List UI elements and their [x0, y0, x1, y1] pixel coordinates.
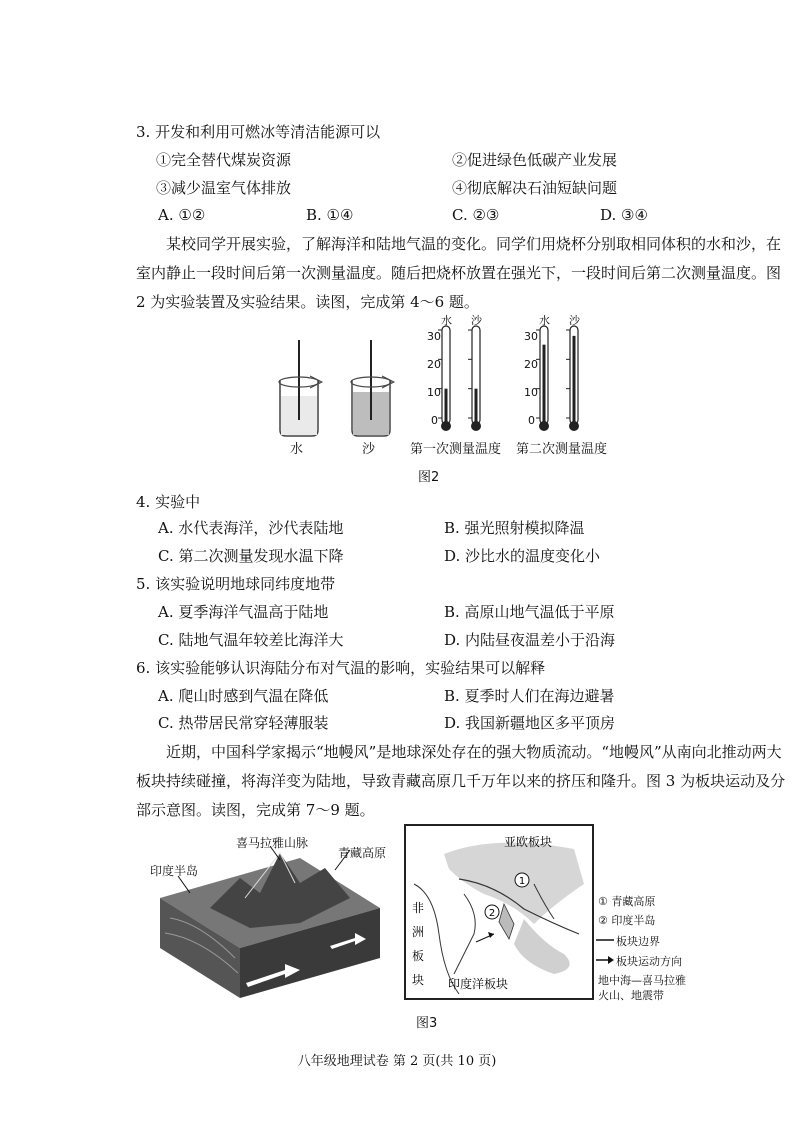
q4-choice-d: D. 沙比水的温度变化小 [444, 547, 601, 565]
q6-choice-a: A. 爬山时感到气温在降低 [158, 687, 329, 705]
tick-0-a: 0 [431, 414, 438, 427]
thermo1-sand-label: 沙 [471, 314, 482, 327]
q3-choice-b: B. ①④ [306, 206, 354, 224]
q4-choice-c: C. 第二次测量发现水温下降 [158, 547, 344, 565]
q6-choice-c: C. 热带居民常穿轻薄服装 [158, 714, 329, 732]
q3-item-3: ③减少温室气体排放 [156, 179, 292, 197]
figure-3-map [404, 824, 594, 1000]
page-footer: 八年级地理试卷 第 2 页(共 10 页) [297, 1054, 497, 1069]
thermo1-water-label: 水 [441, 314, 452, 327]
thermometer-bulb-first-water [441, 421, 451, 431]
map-label-africa-3: 板 [412, 949, 425, 963]
q3-stem: 3. 开发和利用可燃冰等清洁能源可以 [136, 123, 381, 141]
thermometer-column-first-water [445, 389, 448, 422]
first-measure-label: 第一次测量温度 [410, 442, 502, 457]
q3-item-2: ②促进绿色低碳产业发展 [452, 151, 618, 169]
map-label-indian-ocean: 印度洋板块 [448, 977, 509, 991]
thermometer-column-second-water [543, 345, 546, 422]
beaker-sand [351, 340, 394, 436]
thermo2-water-label: 水 [539, 314, 550, 327]
map-label-eurasia: 亚欧板块 [504, 835, 553, 849]
thermometer-column-second-sand [573, 336, 576, 422]
beaker-sand-label: 沙 [362, 442, 376, 457]
thermometers-first [438, 326, 481, 431]
beaker-water-label: 水 [290, 442, 304, 457]
tick-20-b: 20 [524, 358, 538, 371]
q6-choice-b: B. 夏季时人们在海边避暑 [444, 687, 615, 705]
tick-10-b: 10 [524, 386, 538, 399]
passage-mantle-wind: 近期，中国科学家揭示“地幔风”是地球深处存在的强大物质流动。“地幔风”从南向北推动两大板块持续碰撞，将海洋变为陆地，导致青藏高原几千万年以来的挤压和隆升。图 3 为板块运动及分部示意图。读图，完成第 7～9 题。 [136, 743, 786, 819]
q4-choice-b: B. 强光照射模拟降温 [444, 519, 585, 537]
legend-item-2: ② 印度半岛 [598, 914, 656, 927]
legend-direction: 板块运动方向 [616, 955, 682, 968]
legend-symbols [594, 934, 616, 974]
q6-stem: 6. 该实验能够认识海陆分布对气温的影响，实验结果可以解释 [136, 659, 546, 677]
tick-20-a: 20 [427, 358, 441, 371]
legend-belt-line1: 地中海—喜马拉雅 [598, 974, 686, 987]
q3-choice-a: A. ①② [158, 206, 206, 224]
q5-choice-d: D. 内陆昼夜温差小于沿海 [444, 631, 616, 649]
thermometer-column-first-sand [475, 389, 478, 422]
map-label-africa-2: 洲 [412, 925, 425, 939]
label-india-peninsula: 印度半岛 [150, 864, 199, 878]
tick-10-a: 10 [427, 386, 441, 399]
q4-choice-a: A. 水代表海洋，沙代表陆地 [158, 519, 344, 537]
q5-choice-a: A. 夏季海洋气温高于陆地 [158, 603, 329, 621]
q5-choice-c: C. 陆地气温年较差比海洋大 [158, 631, 344, 649]
label-tibet: 青藏高原 [338, 846, 387, 860]
thermometers-second [536, 326, 579, 431]
tick-30-a: 30 [427, 330, 441, 343]
legend-belt-line2: 火山、地震带 [598, 989, 664, 1002]
q3-item-1: ①完全替代煤炭资源 [156, 151, 292, 169]
map-label-africa-4: 块 [412, 973, 425, 987]
q5-stem: 5. 该实验说明地球同纬度地带 [136, 575, 336, 593]
map-marker-1: 1 [518, 876, 526, 887]
beaker-water [279, 340, 322, 436]
legend-boundary: 板块边界 [616, 935, 660, 948]
legend-item-1: ① 青藏高原 [598, 895, 656, 908]
q3-item-4: ④彻底解决石油短缺问题 [452, 179, 618, 197]
q4-stem: 4. 实验中 [136, 493, 201, 511]
q3-choice-c: C. ②③ [452, 206, 500, 224]
second-measure-label: 第二次测量温度 [516, 442, 608, 457]
thermometer-bulb-second-sand [569, 421, 579, 431]
label-himalaya: 喜马拉雅山脉 [236, 836, 309, 850]
q5-choice-b: B. 高原山地气温低于平原 [444, 603, 615, 621]
thermometer-bulb-second-water [539, 421, 549, 431]
figure-2-caption: 图2 [418, 470, 440, 485]
thermometer-bulb-first-sand [471, 421, 481, 431]
q3-choice-d: D. ③④ [600, 206, 648, 224]
figure-3-caption: 图3 [416, 1016, 438, 1031]
tick-30-b: 30 [524, 330, 538, 343]
q6-choice-d: D. 我国新疆地区多平顶房 [444, 714, 616, 732]
tick-0-b: 0 [528, 414, 535, 427]
map-marker-2: 2 [488, 908, 496, 919]
passage-experiment: 某校同学开展实验，了解海洋和陆地气温的变化。同学们用烧杯分别取相同体积的水和沙，在室内静止一段时间后第一次测量温度。随后把烧杯放置在强光下，一段时间后第二次测量温度。图 2 为实验装置及实验结果。读图，完成第 4～6 题。 [136, 235, 782, 311]
thermo2-sand-label: 沙 [569, 314, 580, 327]
map-label-africa-1: 非 [412, 901, 425, 915]
